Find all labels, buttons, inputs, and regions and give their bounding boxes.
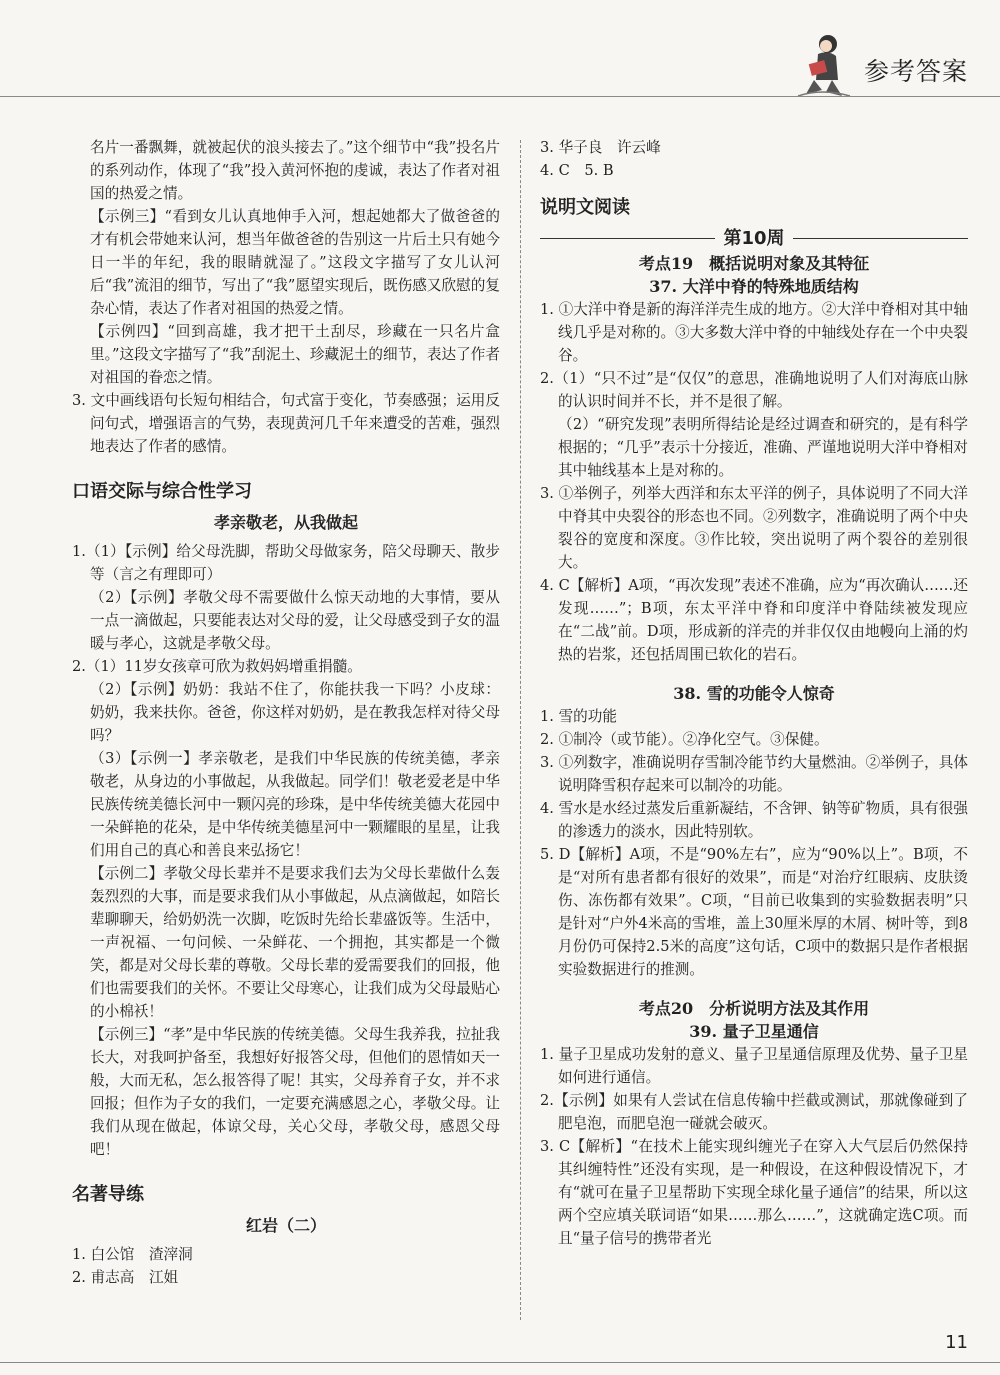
answer-paragraph: （2）【示例】孝敬父母不需要做什么惊天动地的大事情，要从一点一滴做起，只要能表达对父母的爱，让父母感受到子女的温暖与孝心，这就是孝敬父母。 [90, 589, 500, 652]
answer-paragraph: 4. C 5. B [540, 162, 614, 179]
answer-paragraph: 1.（1）【示例】给父母洗脚，帮助父母做家务，陪父母聊天、散步等（言之有理即可） [72, 543, 500, 583]
header-rule [0, 96, 1000, 97]
column-divider [520, 140, 521, 1320]
answer-paragraph: （3）【示例一】孝亲敬老，是我们中华民族的传统美德，孝亲敬老，从身边的小事做起，从我做起。同学们！敬老爱老是中华民族传统美德长河中一颗闪亮的珍珠，是中华传统美德大花园中一朵鲜艳的花朵，是中华传统美德星河中一颗耀眼的星星，让我们用自己的真心和善良来弘扬它！ [90, 750, 500, 859]
right-column [540, 136, 968, 1250]
reading-girl-icon [792, 30, 852, 100]
answer-paragraph: （2）【示例】奶奶：我站不住了，你能扶我一下吗？小皮球：奶奶，我来扶你。爸爸，你这样对奶奶，是在教我怎样对待父母吗？ [90, 681, 500, 744]
section-heading: 口语交际与综合性学习 [72, 481, 252, 502]
week-heading [540, 227, 968, 250]
answer-paragraph: 3. C【解析】“在技术上能实现纠缠光子在穿入大气层后仍然保持其纠缠特性”还没有实现，是一种假设，在这种假设情况下，才有“就可在量子卫星帮助下实现全球化量子通信”的结果，所以这两个空应填关联词语“如果……那么……”，这就确定选C项。而且“量子信号的携带者光 [540, 1138, 968, 1247]
answer-paragraph: 2. ①制冷（或节能）。②净化空气。③保健。 [540, 731, 829, 748]
answer-paragraph: 2. 甫志高 江姐 [72, 1269, 179, 1286]
page-number: 11 [945, 1332, 968, 1353]
answer-paragraph: 1. 量子卫星成功发射的意义、量子卫星通信原理及优势、量子卫星如何进行通信。 [540, 1046, 968, 1086]
answer-paragraph: 1. ①大洋中脊是新的海洋洋壳生成的地方。②大洋中脊相对其中轴线几乎是对称的。③大多数大洋中脊的中轴线处存在一个中央裂谷。 [540, 301, 968, 364]
answer-paragraph: 5. D【解析】A项，不是“90%左右”，应为“90%以上”。B项，不是“对所有患者都有很好的效果”，而是“对治疗红眼病、皮肤烫伤、冻伤都有效果”。C项，“目前已收集到的实验数据表明”只是针对“户外4米高的雪堆，盖上30厘米厚的木屑、树叶等，到8月份仍可保持2.5米的高度”这句话，C项中的数据只是作者根据实验数据进行的推测。 [540, 846, 968, 978]
answer-paragraph: 【示例二】孝敬父母长辈并不是要求我们去为父母长辈做什么轰轰烈烈的大事，而是要求我们从小事做起，从点滴做起，如陪长辈聊聊天，给奶奶洗一次脚，吃饭时先给长辈盛饭等。生活中，一声祝福、一句问候、一朵鲜花、一个拥抱，其实都是一个微笑，都是对父母长辈的尊敬。父母长辈的爱需要我们的回报，他们也需要我们的关怀。不要让父母寒心，让我们成为父母最贴心的小棉袄！ [90, 865, 500, 1020]
answer-paragraph: 3. ①列数字，准确说明存雪制冷能节约大量燃油。②举例子，具体说明降雪积存起来可以制冷的功能。 [540, 754, 968, 794]
answer-paragraph: 【示例三】“看到女儿认真地伸手入河，想起她都大了做爸爸的才有机会带她来认河，想当年做爸爸的告别这一片后土只有她今日一半的年纪，我的眼睛就湿了。”这段文字描写了女儿认河后“我”流泪的细节，写出了“我”愿望实现后，既伤感又欣慰的复杂心情，表达了作者对祖国的热爱之情。 [90, 208, 500, 317]
sub-heading: 考点19 概括说明对象及其特征 [638, 254, 870, 273]
answer-paragraph: 【示例四】“回到高雄，我才把干土刮尽，珍藏在一只名片盒里。”这段文字描写了“我”刮泥土、珍藏泥土的细节，表达了作者对祖国的眷恋之情。 [90, 323, 500, 386]
answer-paragraph: 名片一番飘舞，就被起伏的浪头接去了。”这个细节中“我”投名片的系列动作，体现了“我”投入黄河怀抱的虔诚，表达了作者对祖国的热爱之情。 [90, 139, 500, 202]
answer-paragraph: 【示例三】“孝”是中华民族的传统美德。父母生我养我，拉扯我长大，对我呵护备至，我想好好报答父母，但他们的恩情如天一般，大而无私，怎么报答得了呢！其实，父母养育子女，并不求回报；但作为子女的我们，一定要充满感恩之心，孝敬父母。让我们从现在做起，体谅父母，关心父母，孝敬父母，感恩父母吧！ [90, 1026, 500, 1158]
answer-paragraph: 3. 华子良 许云峰 [540, 139, 661, 156]
sub-heading: 39. 量子卫星通信 [689, 1022, 819, 1041]
footer-rule [0, 1362, 1000, 1363]
answer-paragraph: 1. 白公馆 渣滓洞 [72, 1246, 193, 1263]
answer-paragraph: 3. ①举例子，列举大西洋和东太平洋的例子，具体说明了不同大洋中脊其中央裂谷的形态也不同。②列数字，准确说明了两个中央裂谷的宽度和深度。③作比较，突出说明了两个裂谷的差别很大。 [540, 485, 968, 571]
week-label: 第10周 [723, 228, 785, 249]
section-heading: 名著导练 [72, 1184, 144, 1205]
page-header [0, 0, 1000, 110]
answer-paragraph: 4. 雪水是水经过蒸发后重新凝结，不含钾、钠等矿物质，具有很强的渗透力的淡水，因此特别软。 [540, 800, 968, 840]
answer-paragraph: 2.（1）11岁女孩章可欣为救妈妈增重捐髓。 [72, 658, 362, 675]
sub-heading: 孝亲敬老，从我做起 [213, 513, 358, 532]
answer-paragraph: （2）“研究发现”表明所得结论是经过调查和研究的，是有科学根据的；“几乎”表示十分接近，准确、严谨地说明大洋中脊相对其中轴线基本上是对称的。 [558, 416, 968, 479]
header-title: 参考答案 [863, 57, 968, 86]
answer-paragraph: 4. C【解析】A项，“再次发现”表述不准确，应为“再次确认……还发现……”；B项，东太平洋中脊和印度洋中脊陆续被发现应在“二战”前。D项，形成新的洋壳的并非仅仅由地幔向上涌的灼热的岩浆，还包括周围已软化的岩石。 [540, 577, 968, 663]
answer-paragraph: 3. 文中画线语句长短句相结合，句式富于变化，节奏感强；运用反问句式，增强语言的气势，表现黄河几千年来遭受的苦难，强烈地表达了作者的感情。 [72, 392, 500, 455]
sub-heading: 38. 雪的功能令人惊奇 [673, 684, 835, 703]
left-column [72, 136, 500, 1289]
answer-paragraph: 1. 雪的功能 [540, 708, 617, 725]
section-heading: 说明文阅读 [540, 197, 630, 218]
week-rule-right [793, 238, 968, 239]
sub-heading: 37. 大洋中脊的特殊地质结构 [649, 277, 859, 296]
sub-heading: 红岩（二） [245, 1216, 326, 1235]
answer-paragraph: 2.（1）“只不过”是“仅仅”的意思，准确地说明了人们对海底山脉的认识时间并不长，并不是很了解。 [540, 370, 968, 410]
sub-heading: 考点20 分析说明方法及其作用 [638, 999, 870, 1018]
answer-paragraph: 2.【示例】如果有人尝试在信息传输中拦截或测试，那就像碰到了肥皂泡，而肥皂泡一碰就会破灭。 [540, 1092, 968, 1132]
week-rule-left [540, 238, 715, 239]
